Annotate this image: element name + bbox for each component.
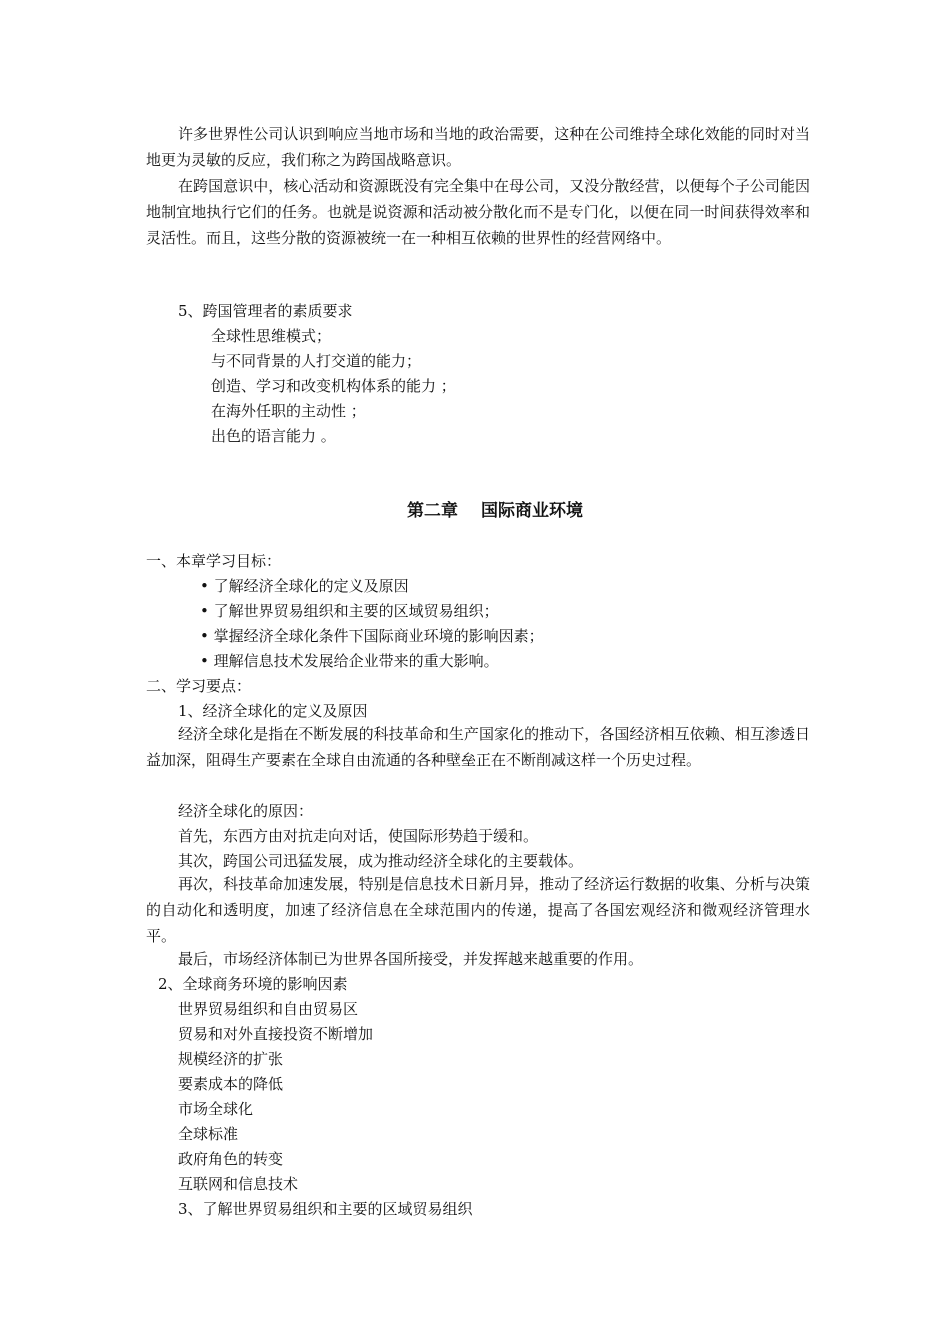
list-item: 创造、学习和改变机构体系的能力 ；: [211, 377, 456, 395]
subheading-wto: 3、了解世界贸易组织和主要的区域贸易组织: [178, 1200, 473, 1218]
factor-item: 互联网和信息技术: [178, 1175, 299, 1193]
reason-third: 再次，科技革命加速发展，特别是信息技术日新月异，推动了经济运行数据的收集、分析与决策的自动化和透明度，加速了经济信息在全球范围内的传递，提高了各国宏观经济和微观经济管理水平。: [146, 875, 810, 945]
factor-item: 全球标准: [178, 1125, 239, 1143]
paragraph-transnational-awareness: 许多世界性公司认识到响应当地市场和当地的政治需要，这种在公司维持全球化效能的同时对当地更为灵敏的反应，我们称之为跨国战略意识。: [146, 125, 810, 169]
factor-item: 政府角色的转变: [178, 1150, 284, 1168]
factor-item: 规模经济的扩张: [178, 1050, 284, 1068]
objective-item: • 掌握经济全球化条件下国际商业环境的影响因素；: [200, 627, 544, 645]
paragraph-globalization-definition: 经济全球化是指在不断发展的科技革命和生产国家化的推动下，各国经济相互依赖、相互渗透日益加深，阻碍生产要素在全球自由流通的各种壁垒正在不断削减这样一个历史过程。: [146, 725, 810, 769]
paragraph-transnational-structure: 在跨国意识中，核心活动和资源既没有完全集中在母公司，又没分散经营，以便每个子公司能因地制宜地执行它们的任务。也就是说资源和活动被分散化而不是专门化，以便在同一时间获得效率和灵活性。而且，这些分散的资源被统一在一种相互依赖的世界性的经营网络中。: [146, 177, 810, 247]
chapter-title: 第二章 国际商业环境: [407, 501, 583, 521]
objective-item: • 了解世界贸易组织和主要的区域贸易组织；: [200, 602, 499, 620]
objective-item: • 了解经济全球化的定义及原因: [200, 577, 409, 595]
list-item: 出色的语言能力 。: [211, 427, 336, 445]
objective-item: • 理解信息技术发展给企业带来的重大影响。: [200, 652, 499, 670]
heading-keypoints: 二、学习要点：: [146, 677, 252, 695]
heading-manager-qualities: 5、跨国管理者的素质要求: [178, 302, 353, 320]
subheading-globalization-definition: 1、经济全球化的定义及原因: [178, 702, 368, 720]
heading-objectives: 一、本章学习目标：: [146, 552, 282, 570]
reason-first: 首先，东西方由对抗走向对话，使国际形势趋于缓和。: [178, 827, 539, 845]
factor-item: 市场全球化: [178, 1100, 254, 1118]
list-item: 全球性思维模式；: [211, 327, 332, 345]
list-item: 在海外任职的主动性 ；: [211, 402, 366, 420]
factor-item: 要素成本的降低: [178, 1075, 284, 1093]
factor-item: 贸易和对外直接投资不断增加: [178, 1025, 374, 1043]
list-item: 与不同背景的人打交道的能力；: [211, 352, 422, 370]
subheading-business-environment: 2、全球商务环境的影响因素: [158, 975, 348, 993]
reason-second: 其次，跨国公司迅猛发展，成为推动经济全球化的主要载体。: [178, 852, 584, 870]
factor-item: 世界贸易组织和自由贸易区: [178, 1000, 359, 1018]
reasons-heading: 经济全球化的原因：: [178, 802, 314, 820]
reason-fourth: 最后，市场经济体制已为世界各国所接受，并发挥越来越重要的作用。: [178, 950, 644, 968]
